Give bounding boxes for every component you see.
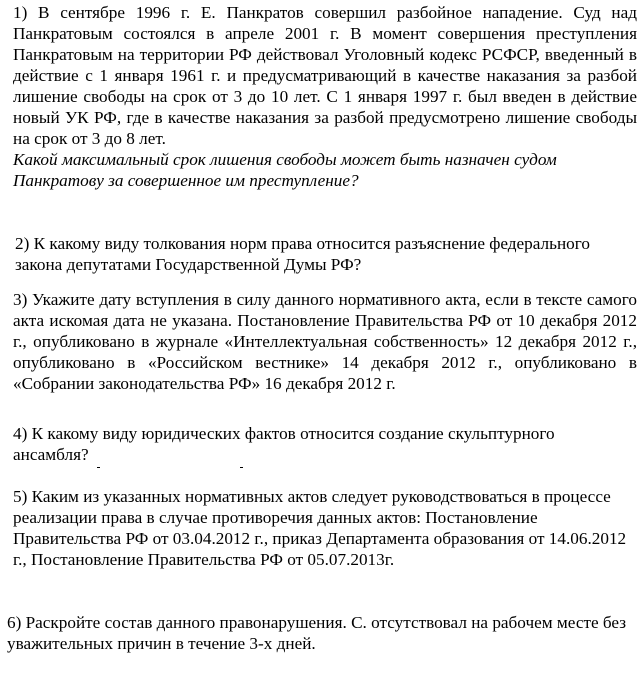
question-5 xyxy=(13,486,633,570)
question-6-text: 6) Раскройте состав данного правонарушения. С. отсутствовал на рабочем месте без уважительных причин в течение 3-х дней. xyxy=(7,613,627,653)
question-2-text: 2) К какому виду толкования норм права относится разъяснение федерального закона депутатами Государственной Думы РФ? xyxy=(15,234,590,274)
question-3-text: 3) Укажите дату вступления в силу данного нормативного акта, если в тексте самого акта искомая дата не указана. Постановление Правительства РФ от 10 декабря 2012 г., опубликовано в журнале «Интеллектуальная собственность» 12 декабря 2012 г., опубликовано в «Российском вестнике» 14 декабря 2012 г., опубликовано в «Собрании законодательства РФ» 16 декабря 2012 г. xyxy=(13,290,637,393)
question-6 xyxy=(7,612,633,654)
dash-mark xyxy=(97,467,100,468)
question-4 xyxy=(13,423,633,465)
question-2 xyxy=(15,233,635,275)
question-1-prompt: Какой максимальный срок лишения свободы может быть назначен судом Панкратову за совершенное им преступление? xyxy=(13,150,557,190)
question-4-text: 4) К какому виду юридических фактов относится создание скульптурного ансамбля? xyxy=(13,424,555,464)
dash-mark xyxy=(240,467,243,468)
question-1-text: 1) В сентябре 1996 г. Е. Панкратов совершил разбойное нападение. Суд над Панкратовым состоялся в апреле 2001 г. В момент совершения преступления Панкратовым на территории РФ действовал Уголовный кодекс РСФСР, введенный в действие с 1 января 1961 г. и предусматривающий в качестве наказания за разбой лишение свободы на срок от 3 до 10 лет. С 1 января 1997 г. был введен в действие новый УК РФ, где в качестве наказания за разбой предусмотрено лишение свободы на срок от 3 до 8 лет. xyxy=(13,3,637,148)
question-5-text: 5) Каким из указанных нормативных актов следует руководствоваться в процессе реализации права в случае противоречия данных актов: Постановление Правительства РФ от 03.04.2012 г., приказ Департамента образования от 14.06.2012 г., Постановление Правительства РФ от 05.07.2013г. xyxy=(13,487,627,569)
question-3 xyxy=(13,289,637,394)
question-1 xyxy=(13,2,637,191)
